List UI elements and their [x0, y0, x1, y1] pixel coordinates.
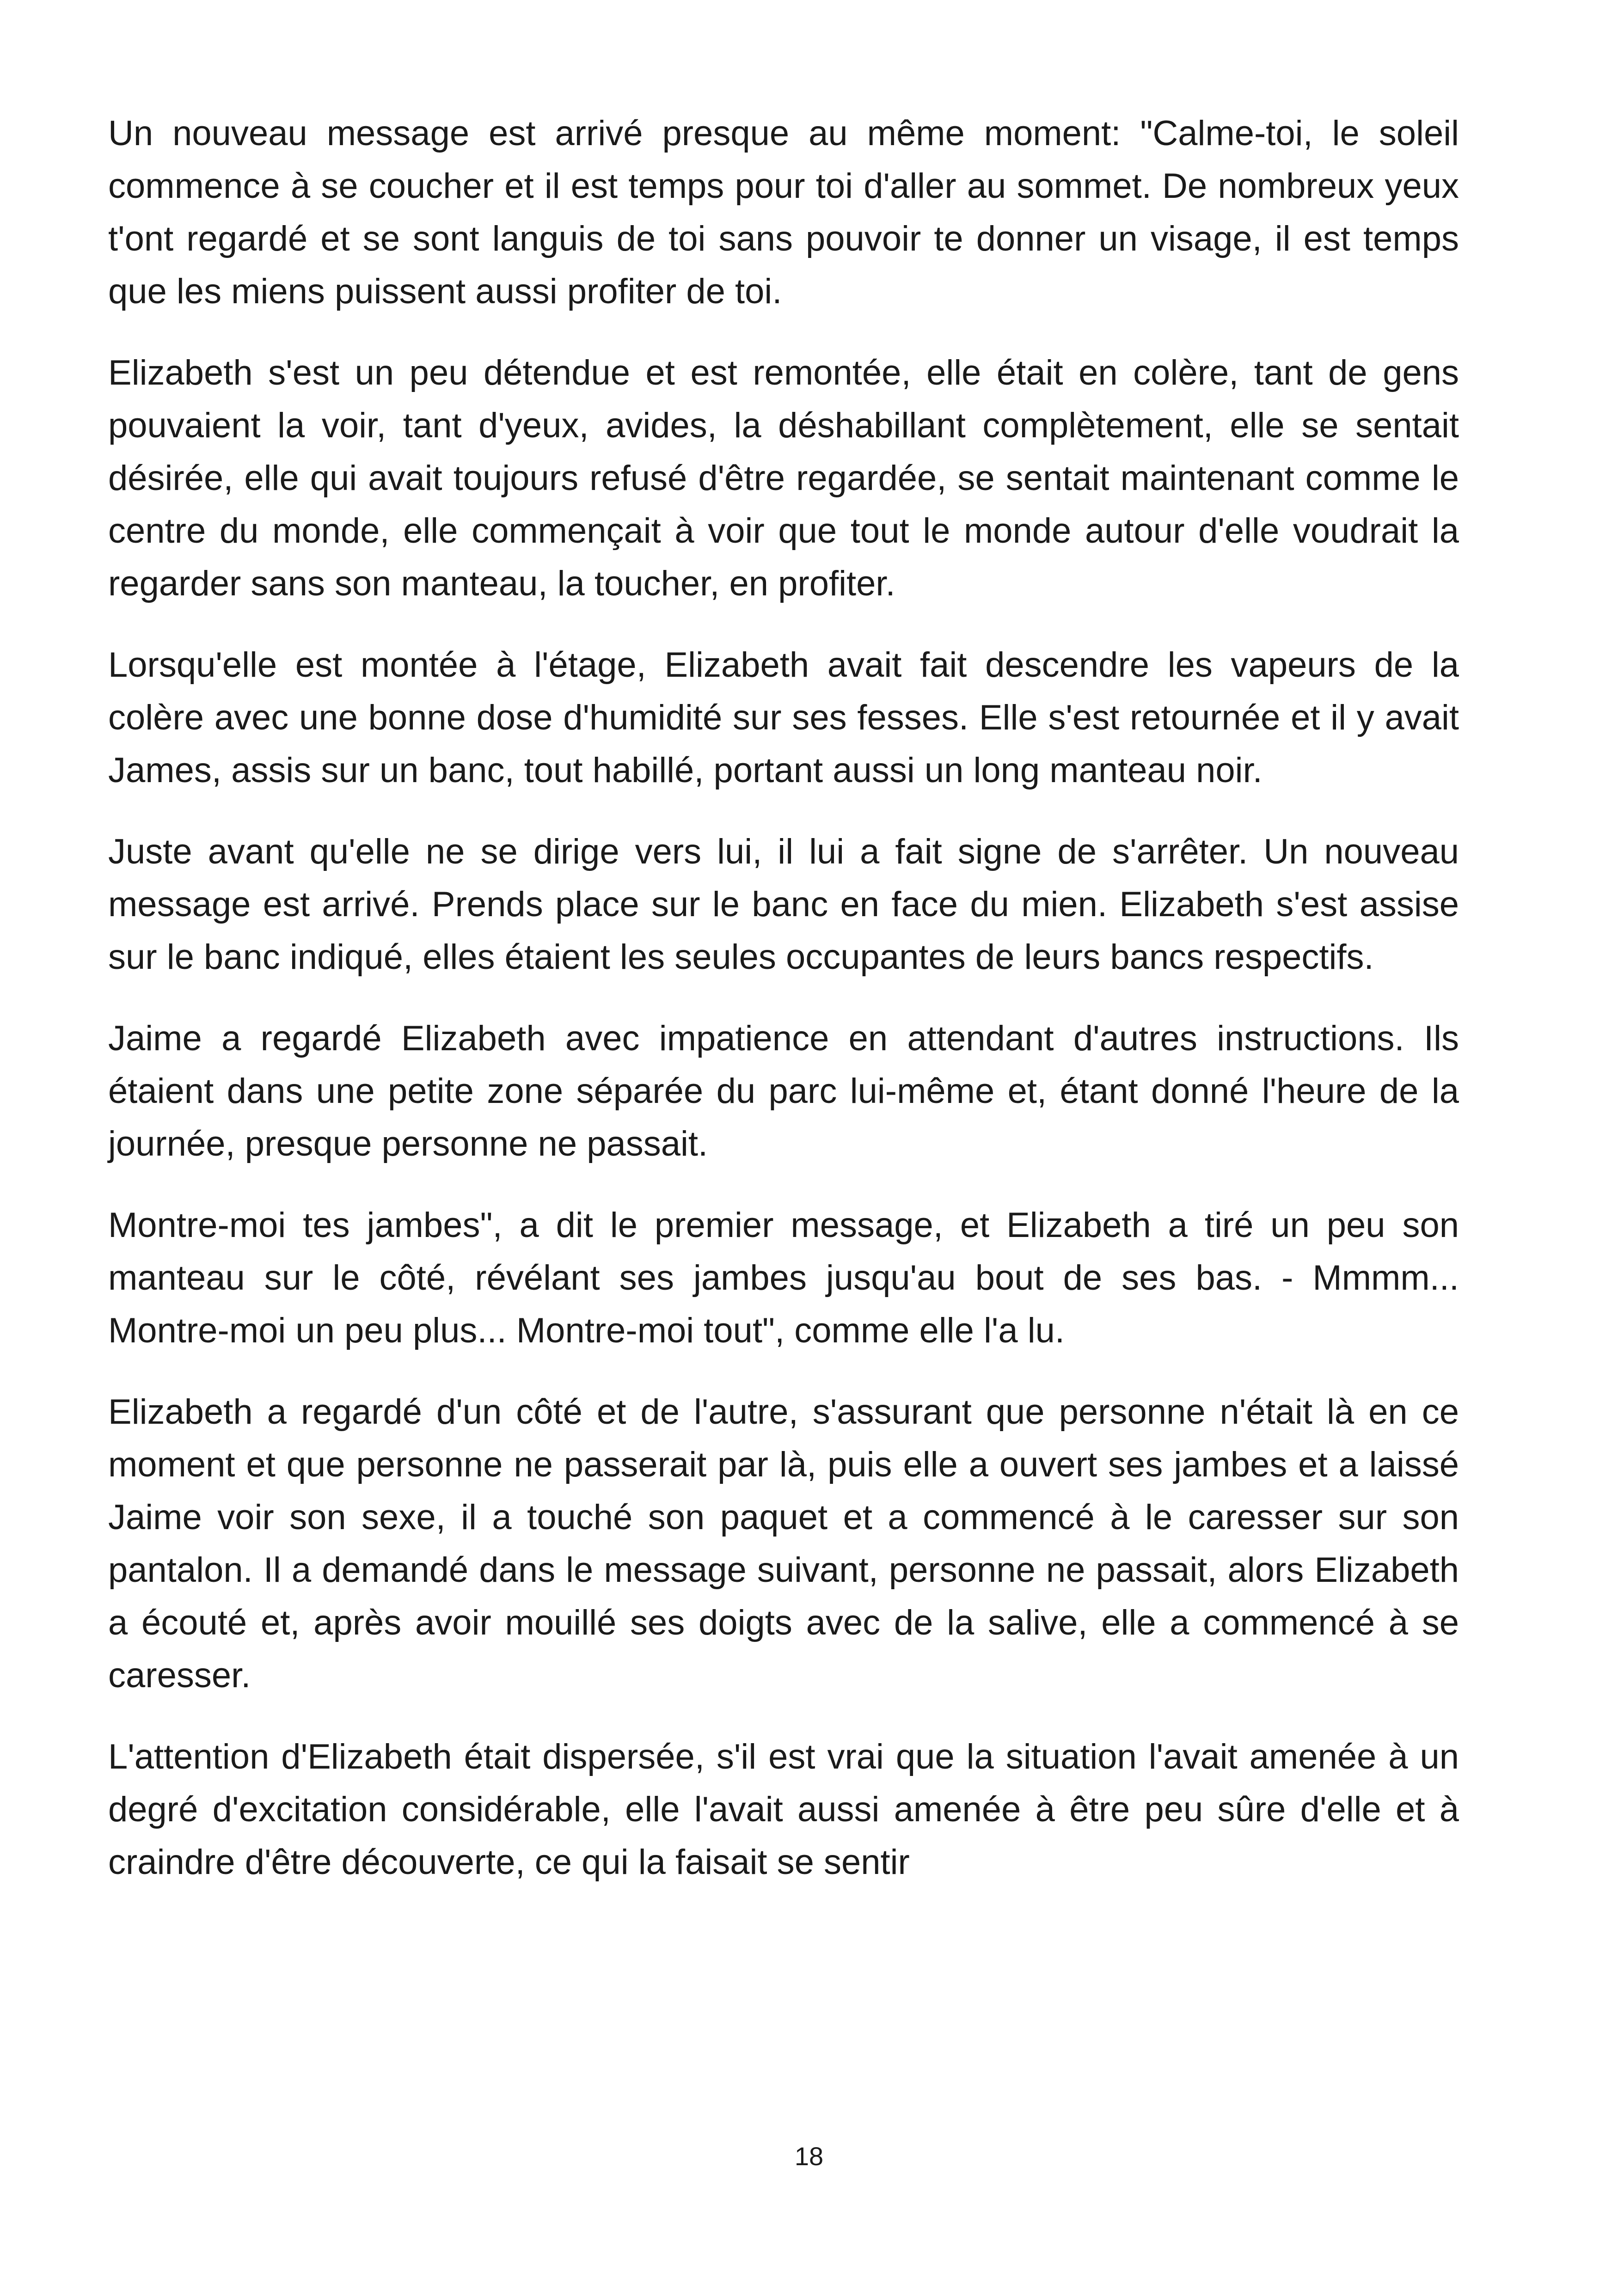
paragraph-6: Montre-moi tes jambes", a dit le premier message, et Elizabeth a tiré un peu son manteau sur le côté, révélant ses jambes jusqu'au bout de ses bas. - Mmmm... Montre-moi un peu plus... Montre-moi tout", comme elle l'a lu. [108, 1206, 1459, 1350]
paragraph-5: Jaime a regardé Elizabeth avec impatience en attendant d'autres instructions. Ils étaient dans une petite zone séparée du parc lui-même et, étant donné l'heure de la journée, presque personne ne passait. [108, 1019, 1459, 1163]
paragraph-4: Juste avant qu'elle ne se dirige vers lui, il lui a fait signe de s'arrêter. Un nouveau message est arrivé. Prends place sur le banc en face du mien. Elizabeth s'est assise sur le banc indiqué, elles étaient les seules occupantes de leurs bancs respectifs. [108, 832, 1459, 977]
page-number: 18 [794, 2142, 824, 2171]
paragraph-2: Elizabeth s'est un peu détendue et est remontée, elle était en colère, tant de gens pouvaient la voir, tant d'yeux, avides, la déshabillant complètement, elle se sentait désirée, elle qui avait toujours refusé d'être regardée, se sentait maintenant comme le centre du monde, elle commençait à voir que tout le monde autour d'elle voudrait la regarder sans son manteau, la toucher, en profiter. [108, 353, 1459, 603]
paragraph-8: L'attention d'Elizabeth était dispersée, s'il est vrai que la situation l'avait amenée à un degré d'excitation considérable, elle l'avait aussi amenée à être peu sûre d'elle et à craindre d'être découverte, ce qui la faisait se sentir [108, 1737, 1459, 1882]
paragraph-3: Lorsqu'elle est montée à l'étage, Elizabeth avait fait descendre les vapeurs de la colère avec une bonne dose d'humidité sur ses fesses. Elle s'est retournée et il y avait James, assis sur un banc, tout habillé, portant aussi un long manteau noir. [108, 645, 1459, 790]
paragraph-1: Un nouveau message est arrivé presque au même moment: "Calme-toi, le soleil commence à se coucher et il est temps pour toi d'aller au sommet. De nombreux yeux t'ont regardé et se sont languis de toi sans pouvoir te donner un visage, il est temps que les miens puissent aussi profiter de toi. [108, 114, 1459, 311]
paragraph-7: Elizabeth a regardé d'un côté et de l'autre, s'assurant que personne n'était là en ce moment et que personne ne passerait par là, puis elle a ouvert ses jambes et a laissé Jaime voir son sexe, il a touché son paquet et a commencé à le caresser sur son pantalon. Il a demandé dans le message suivant, personne ne passait, alors Elizabeth a écouté et, après avoir mouillé ses doigts avec de la salive, elle a commencé à se caresser. [108, 1392, 1459, 1695]
body-text [108, 107, 1459, 1917]
